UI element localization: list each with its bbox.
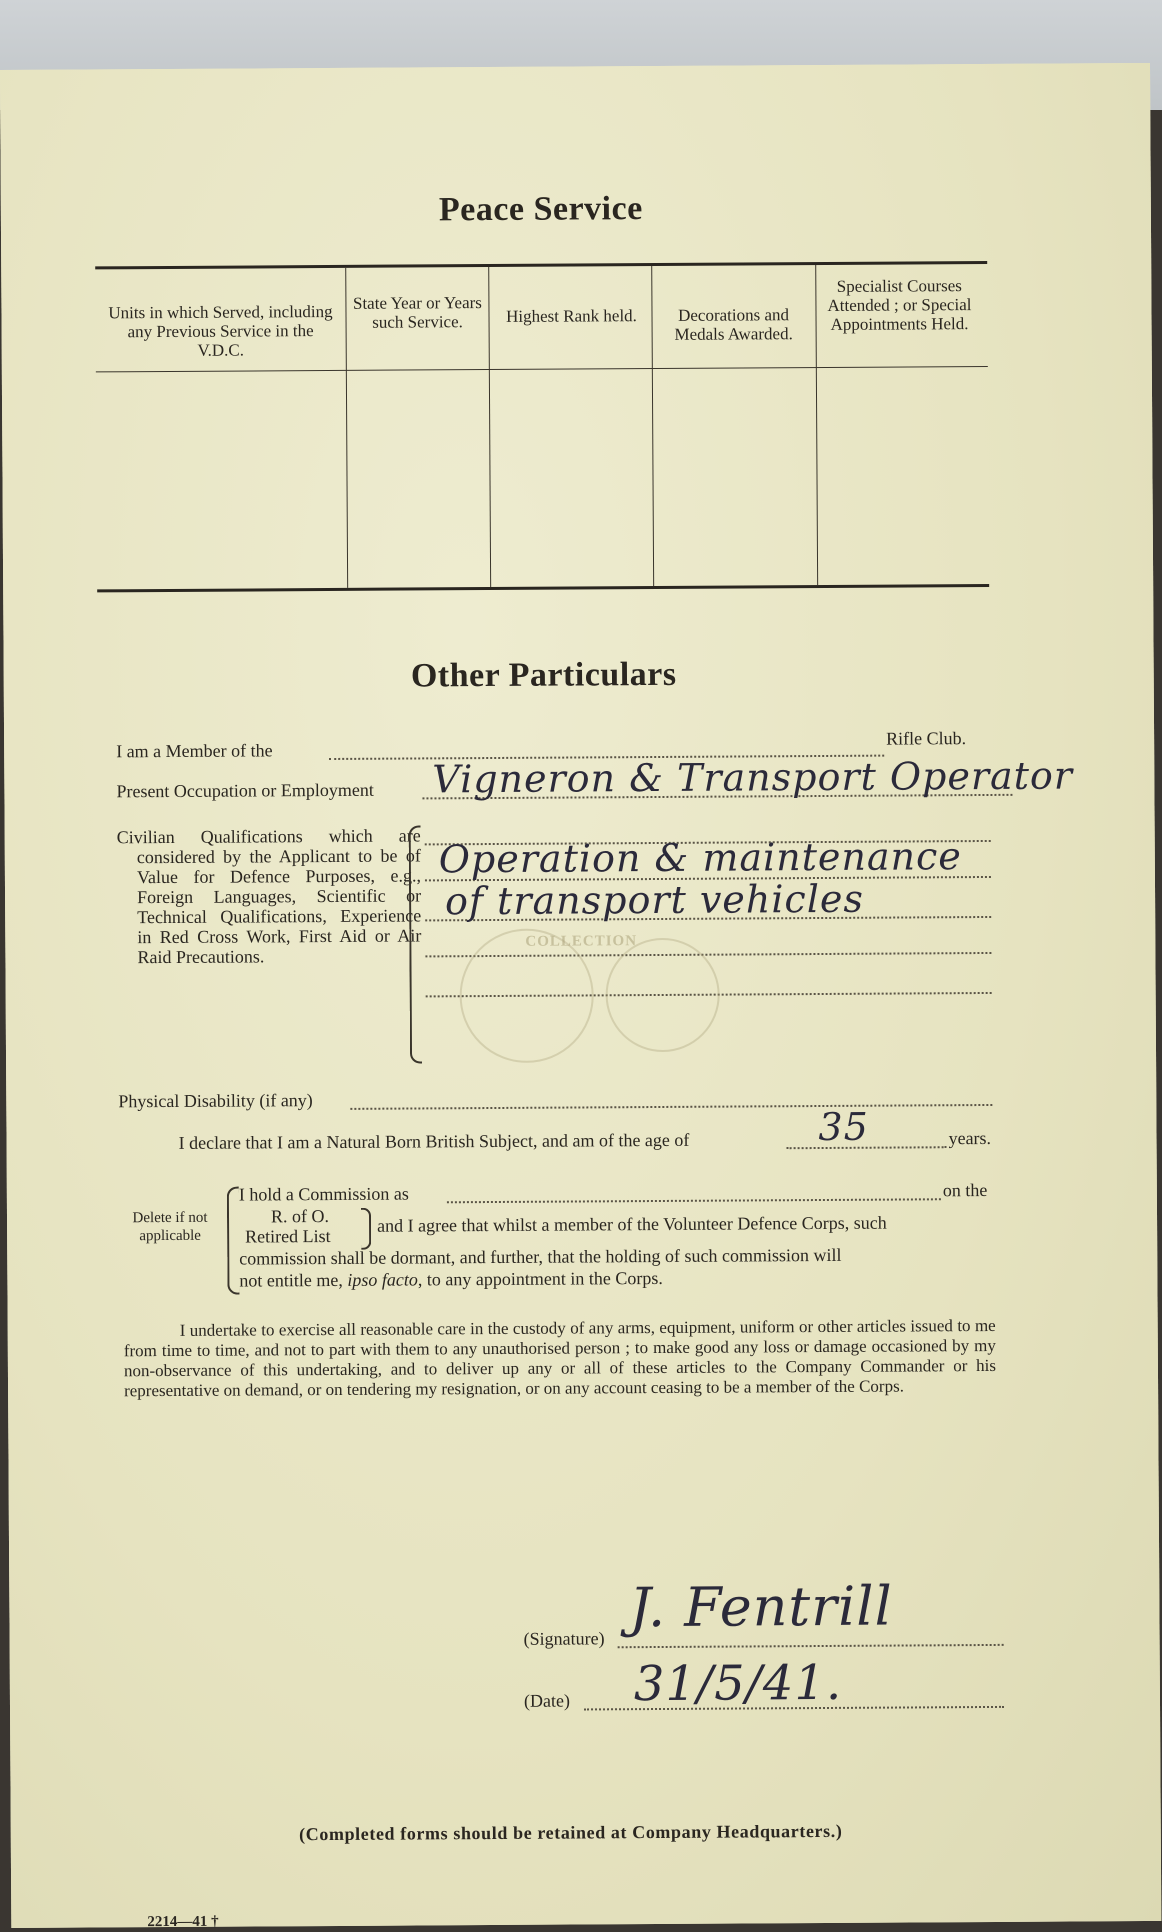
table-top-rule: [95, 261, 987, 269]
form-sheet: [0, 63, 1161, 1931]
qualifications-brace: [409, 825, 422, 1063]
delete-note: Delete if not applicable: [132, 1209, 208, 1245]
commission-dotted-line: [447, 1198, 941, 1203]
commission-line-2: and I agree that whilst a member of the Volunteer Defence Corps, such: [377, 1212, 887, 1236]
declaration-label: I declare that I am a Natural Born British Subject, and am of the age of: [178, 1129, 690, 1153]
occupation-label: Present Occupation or Employment: [116, 779, 374, 802]
table-header-rule: [96, 366, 988, 372]
other-particulars-title: Other Particulars: [410, 655, 677, 695]
faded-stamp: [605, 938, 720, 1053]
disability-label: Physical Disability (if any): [118, 1090, 313, 1112]
table-divider: [345, 268, 348, 588]
column-header-rank: Highest Rank held.: [506, 306, 637, 326]
table-divider: [488, 267, 491, 587]
commission-line-3: commission shall be dormant, and further, that the holding of such commission will: [239, 1244, 842, 1269]
column-header-units: Units in which Served, including any Previous Service in the V.D.C.: [108, 301, 333, 360]
table-divider: [651, 266, 654, 586]
civilian-qualifications-label: Civilian Qualifications which are considered by the Applicant to be of Value for Defence Purposes, e.g., Foreign Languages, Scientific or Technical Qualifications, Experience in Red Cross Work, First Aid or Air Raid Precautions.: [116, 825, 422, 968]
date-handwritten: 31/5/41.: [633, 1654, 843, 1713]
rifle-club-label: Rifle Club.: [886, 728, 967, 749]
footer-note: (Completed forms should be retained at Company Headquarters.): [299, 1820, 843, 1845]
column-header-years: State Year or Years such Service.: [352, 293, 482, 332]
qualification-handwritten-1: Operation & maintenance: [438, 834, 962, 882]
commission-brace: [227, 1187, 240, 1295]
on-the-label: on the: [942, 1179, 988, 1201]
qualification-handwritten-2: of transport vehicles: [444, 876, 865, 924]
disability-dotted-line: [350, 1104, 992, 1110]
signature-dotted-line: [618, 1644, 1004, 1648]
commission-line-4: not entitle me, ipso facto, to any appointment in the Corps.: [239, 1267, 663, 1291]
member-label: I am a Member of the: [116, 740, 273, 762]
column-header-decorations: Decorations and Medals Awarded.: [674, 305, 793, 344]
table-divider: [815, 265, 818, 585]
age-handwritten: 35: [818, 1104, 869, 1150]
commission-label: I hold a Commission as: [238, 1183, 409, 1205]
column-header-specialist: Specialist Courses Attended ; or Special Appointments Held.: [827, 276, 972, 334]
occupation-handwritten: Vigneron & Transport Operator: [432, 753, 1074, 802]
stamp-text: COLLECTION: [525, 933, 638, 950]
ro-label: R. of O.: [270, 1206, 330, 1227]
peace-service-title: Peace Service: [438, 190, 643, 229]
retired-list-label: Retired List: [245, 1226, 331, 1247]
ro-brace: [361, 1208, 371, 1250]
undertaking-paragraph: I undertake to exercise all reasonable care in the custody of any arms, equipment, uniform or other articles issued to me from time to time, and not to part with them to any unauthorised person ; to make good any loss or damage occasioned by my non-observance of this undertaking, and to deliver up any or all of these articles to the Company Commander or his representative on demand, or on tendering my resignation, or on any account ceasing to be a member of the Corps.: [123, 1315, 996, 1401]
years-label: years.: [948, 1127, 992, 1149]
form-code: 2214—41 †: [147, 1913, 219, 1931]
signature-label: (Signature): [523, 1628, 605, 1649]
date-label: (Date): [523, 1690, 571, 1711]
signature-handwritten: J. Fentrill: [629, 1574, 893, 1640]
table-bottom-rule: [97, 584, 989, 592]
